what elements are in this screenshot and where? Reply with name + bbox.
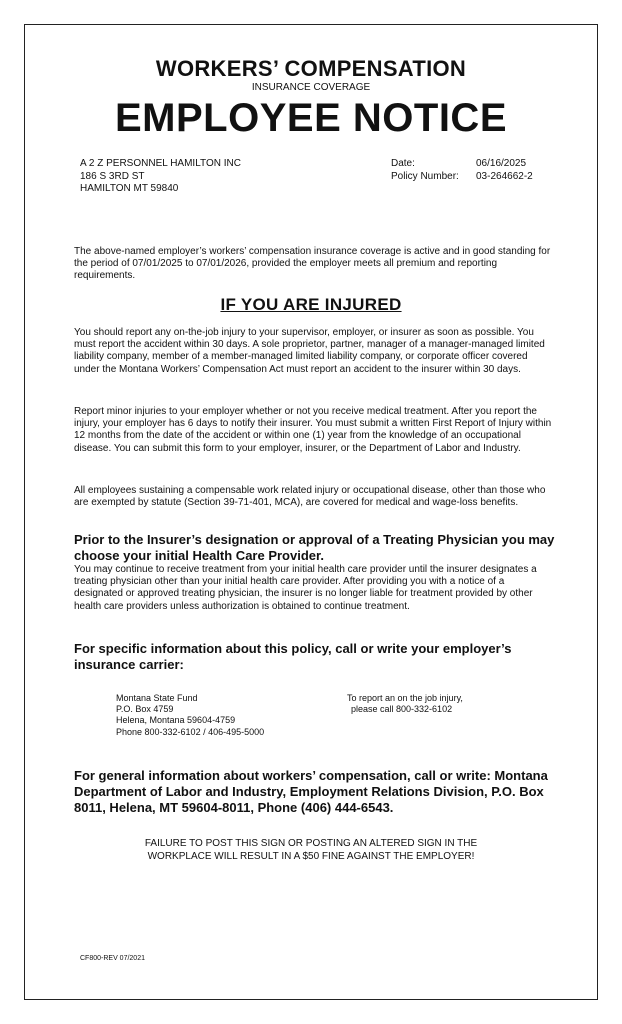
document-title: WORKERS’ COMPENSATION (155, 56, 467, 81)
injured-paragraph-1: You should report any on-the-job injury to your supervisor, employer, or insurer as soon as possible. You must report the accident within 30 days. A sole proprietor, partner, manager of a manager-managed limited liability company, member of a member-managed limited liability company, or corporate officer covered under the Montana Workers’ Compensation Act must report an accident to the insurer within 30 days. (74, 327, 545, 375)
injured-paragraph-3: All employees sustaining a compensable work related injury or occupational disease, other than those who are exempted by statute (Section 39-71-401, MCA), are covered for medical and wage-loss benefits. (74, 485, 546, 509)
posting-warning-line1: FAILURE TO POST THIS SIGN OR POSTING AN ALTERED SIGN IN THE (144, 838, 478, 849)
physician-heading: Prior to the Insurer’s designation or approval of a Treating Physician you may choose your initial Health Care Provider. (74, 532, 555, 563)
document-subtitle: INSURANCE COVERAGE (251, 82, 371, 93)
employer-block (80, 158, 241, 196)
general-information: For general information about workers’ compensation, call or write: Montana Department of Labor and Industry, Employment Relations Division, P.O. Box 8011, Helena, MT 59604-8011, Phone (406) 444-6543. (74, 768, 548, 815)
policy-block (391, 158, 533, 183)
employer-name: A 2 Z PERSONNEL HAMILTON INC (80, 158, 241, 169)
report-injury-line1: To report an on the job injury, (347, 693, 463, 703)
date-value: 06/16/2025 (476, 158, 527, 169)
carrier-name: Montana State Fund (116, 693, 198, 703)
form-code: CF800-REV 07/2021 (80, 955, 145, 962)
carrier-heading: For specific information about this policy, call or write your employer’s insurance carrier: (74, 641, 512, 672)
report-injury-line2: please call 800-332-6102 (351, 704, 453, 715)
report-injury-block (347, 693, 463, 715)
policy-number-value: 03-264662-2 (476, 170, 533, 182)
injured-heading: IF YOU ARE INJURED (220, 295, 402, 314)
coverage-statement: The above-named employer’s workers’ compensation insurance coverage is active and in good standing for the period of 07/01/2025 to 07/01/2026, provided the employer meets all premium and reporting requirements. (74, 246, 551, 282)
carrier-po-box: P.O. Box 4759 (116, 704, 174, 715)
carrier-phone: Phone 800-332-6102 / 406-495-5000 (116, 726, 265, 737)
date-label: Date: (391, 158, 415, 169)
notice-heading: EMPLOYEE NOTICE (115, 96, 507, 140)
policy-number-label: Policy Number: (391, 170, 459, 182)
employer-address-line2: HAMILTON MT 59840 (80, 183, 179, 194)
posting-warning (0, 838, 622, 863)
employer-address-line1: 186 S 3RD ST (80, 170, 145, 182)
injured-paragraph-2: Report minor injuries to your employer whether or not you receive medical treatment. After you report the injury, your employer has 6 days to notify their insurer. You must submit a written First Report of Injury within 12 months from the date of the accident or within one (1) year from the knowledge of an occupational disease. You can submit this form to your employer, insurer, or the Department of Labor and Industry. (74, 406, 552, 454)
carrier-address-block (116, 693, 264, 738)
posting-warning-line2: WORKPLACE WILL RESULT IN A $50 FINE AGAINST THE EMPLOYER! (147, 850, 475, 862)
carrier-city: Helena, Montana 59604-4759 (116, 715, 236, 726)
physician-paragraph: You may continue to receive treatment from your initial health care provider until the insurer designates a treating physician other than your initial health care provider. After providing you with a notice of a designated or approved treating physician, the insurer is no longer liable for treatment provided by other health care providers unless authorization is obtained to continue treatment. (74, 564, 537, 612)
